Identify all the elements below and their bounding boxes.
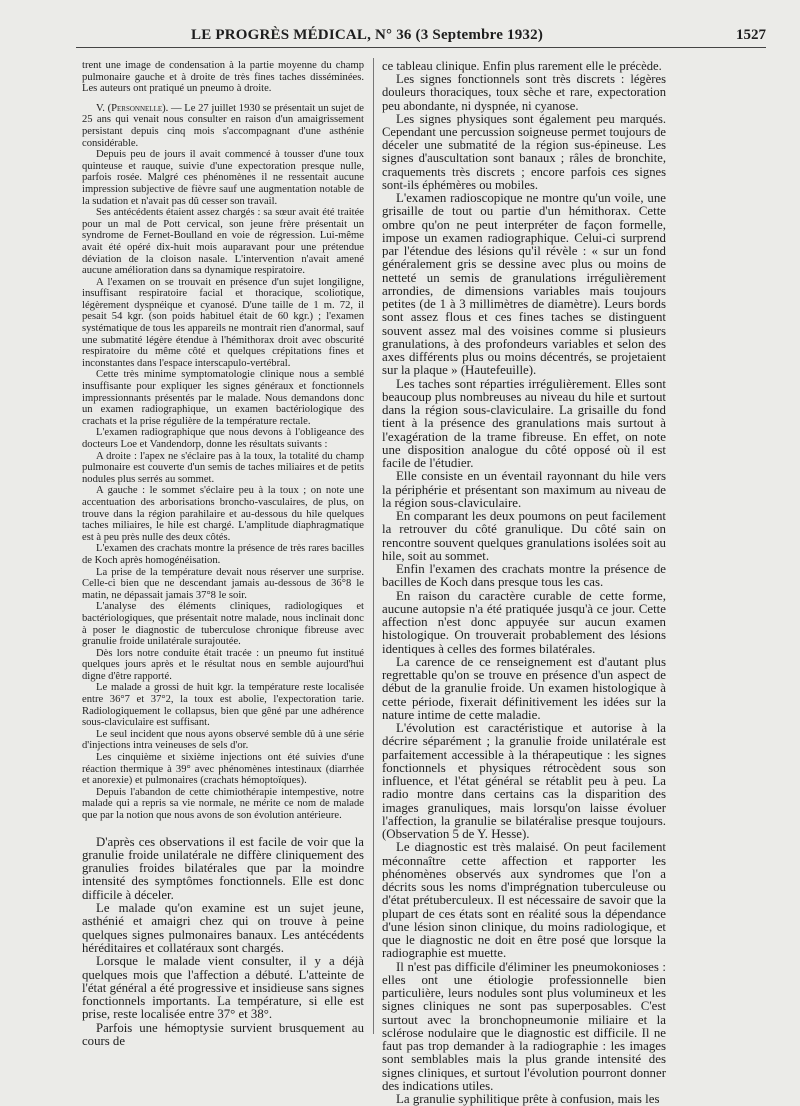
paragraph: Les cinquième et sixième injections ont été suivies d'une réaction thermique à 39° avec phénomènes intestinaux (diarrhée et anorexie) et pulmonaires (crachats hémoptoïques). bbox=[82, 752, 364, 787]
paragraph: Enfin l'examen des crachats montre la présence de bacilles de Koch dans presque tous les cas. bbox=[382, 562, 666, 590]
paragraph: L'analyse des éléments cliniques, radiologiques et bactériologiques, que présentait notre malade, nous inclinait donc à poser le diagnostic de tuberculose chronique fibreuse avec granulie froide unilatérale surajoutée. bbox=[82, 601, 364, 648]
paragraph: L'évolution est caractéristique et autorise à la décrire séparément ; la granulie froide unilatérale est parfaitement accessible à la thérapeutique : les signes fonctionnels et physiques rétrocèdent sous son influence, et l'état général se rétablit peu à peu. La radio montre dans certains cas la disparition des images granuliques, mais lorsqu'on laisse évoluer l'affection, la granulie se bilatéralise presque toujours. (Observation 5 de Y. Hesse). bbox=[382, 721, 666, 842]
paragraph: trent une image de condensation à la partie moyenne du champ pulmonaire gauche et à droite de très fines taches disséminées. Les auteurs ont pratiqué un pneumo à droite. bbox=[82, 60, 364, 95]
paragraph: A l'examen on se trouvait en présence d'un sujet longiligne, insuffisant respiratoire facial et thoracique, scoliotique, légèrement dyspnéique et cyanosé. D'une taille de 1 m. 72, il pesait 54 kgr. (son poids habituel était de 60 kgr.) ; l'examen systématique de tous les appareils ne montrait rien d'anormal, sauf une submatité légère étendue à l'hémithorax droit avec obscurité respiratoire du même côté et quelques crépitations fines et inconstantes dans l'espace interscapulo-vertébral. bbox=[82, 276, 364, 369]
paragraph: La granulie syphilitique prête à confusion, mais les bbox=[396, 1092, 660, 1106]
observation-paragraph bbox=[82, 103, 364, 149]
left-column bbox=[82, 60, 364, 1048]
paragraph: En raison du caractère curable de cette forme, aucune autopsie n'a été pratiquée jusqu'à ce jour. Cette affection n'est donc appuyée sur aucun examen histologique. On trouverait probablement des lésions identiques à celles des formes bilatérales. bbox=[382, 588, 666, 656]
paragraph: Parfois une hémoptysie survient brusquement au cours de bbox=[82, 1020, 364, 1049]
paragraph: D'après ces observations il est facile de voir que la granulie froide unilatérale ne diffère cliniquement des granulies froides bilatérales que par la moindre intensité des symptômes fonctionnels. Elle est donc difficile à déceler. bbox=[82, 834, 364, 902]
paragraph: L'examen radiographique que nous devons à l'obligeance des docteurs Loe et Vandendorp, donne les résultats suivants : bbox=[82, 427, 364, 450]
observation-text: — Le 27 juillet 1930 se présentait un sujet de 25 ans qui venait nous consulter en raison d'un amaigrissement persistant depuis cinq mois s'accompagnant d'une asthénie considérable. bbox=[82, 102, 364, 149]
paragraph: Les signes physiques sont également peu marqués. Cependant une percussion soigneuse permet toujours de déceler une submatité de la région sus-épineuse. Les signes d'auscultation sont banaux ; râles de bronchite, craquements très discrets ; encore parfois ces signes sont-ils éphémères ou mobiles. bbox=[382, 111, 666, 192]
paragraph: Depuis peu de jours il avait commencé à tousser d'une toux quinteuse et rauque, suivie d'une expectoration presque nulle, parfois rosée. Malgré ces phénomènes il ne ressentait aucune impression subjective de fièvre sauf une augmentation notable de la sudation et n'avait pas dû cesser son travail. bbox=[82, 149, 364, 207]
right-column bbox=[382, 60, 666, 1106]
paragraph: A gauche : le sommet s'éclaire peu à la toux ; on note une accentuation des arborisations broncho-vasculaires, de plus, on trouve dans la région parahilaire et au-dessous du hile quelques taches miliaires, le hile est chargé. L'amplitude diaphragmatique est à peu près nulle des deux côtés. bbox=[82, 485, 364, 543]
paragraph: A droite : l'apex ne s'éclaire pas à la toux, la totalité du champ pulmonaire est couverte d'un semis de taches miliaires et de petits nodules plus serrés au sommet. bbox=[82, 450, 364, 485]
paragraph: En comparant les deux poumons on peut facilement la retrouver du côté granulique. Du côté sain on rencontre souvent quelques granulations isolées soit au hile, soit au sommet. bbox=[382, 509, 666, 563]
paragraph: ce tableau clinique. Enfin plus rarement elle le précède. bbox=[382, 59, 662, 73]
paragraph: Les taches sont réparties irrégulièrement. Elles sont beaucoup plus nombreuses au niveau du hile et surtout dans la région sous-claviculaire. La grisaille du fond tient à la présence des granulations mais surtout à l'exagération de la trame fibreuse. En effet, on note une disposition analogue du côté opposé où il est facile de l'étudier. bbox=[382, 376, 666, 471]
paragraph: Le malade a grossi de huit kgr. la température reste localisée entre 36°7 et 37°2, la toux est abolie, l'expectoration tarie. Radiologiquement le collapsus, bien que gêné par une adhérence sous-claviculaire est suffisant. bbox=[82, 682, 364, 729]
paragraph: Dès lors notre conduite était tracée : un pneumo fut institué quelques jours après et le résultat nous en semble aujourd'hui digne d'être rapporté. bbox=[82, 647, 364, 682]
paragraph: Ses antécédents étaient assez chargés : sa sœur avait été traitée pour un mal de Pott cervical, son jeune frère présentait un syndrome de Fernet-Boulland en voie de régression. Lui-même avait été opéré dix-huit mois auparavant pour une prétendue déviation de la cloison nasale. L'intervention n'avait amené aucune amélioration dans sa dynamique respiratoire. bbox=[82, 207, 364, 277]
paragraph: La carence de ce renseignement est d'autant plus regrettable qu'on se trouve en présence d'un aspect de début de la granulie froide. Un examen histologique à cette période, fixerait définitivement les idées sur la nature intime de cette maladie. bbox=[382, 654, 666, 722]
paragraph: L'examen des crachats montre la présence de très rares bacilles de Koch après homogénéisation. bbox=[82, 543, 364, 566]
page-header bbox=[76, 22, 766, 44]
paragraph: Le malade qu'on examine est un sujet jeune, asthénié et amaigri chez qui on trouve à peine quelques signes pulmonaires banaux. Les antécédents héréditaires et collatéraux sont chargés. bbox=[82, 901, 364, 955]
paragraph: Le seul incident que nous ayons observé semble dû à une série d'injections intra veineuses de sels d'or. bbox=[82, 728, 364, 752]
header-rule bbox=[76, 47, 766, 48]
paragraph: Les signes fonctionnels sont très discrets : légères douleurs thoraciques, toux sèche et rare, expectoration peu abondante, ni dyspnée, ni cyanose. bbox=[382, 72, 666, 113]
paragraph: Elle consiste en un éventail rayonnant du hile vers la périphérie et présentant son maximum au niveau de la région sous-claviculaire. bbox=[382, 469, 666, 510]
observation-label: V. (Personnelle). bbox=[96, 102, 169, 114]
paragraph: L'examen radioscopique ne montre qu'un voile, une grisaille de tout ou partie d'un hémithorax. Cette ombre qu'on ne peut interpréter de façon formelle, impose un examen radiographique. Celui-ci surprend par l'étendue des lésions qu'il révèle : « sur un fond généralement gris se dessine avec plus ou moins de netteté un semis de granulations irrégulièrement arrondies, de dimensions variables mais toujours petites (de 1 à 3 millimètres de diamètre). Leurs bords sont assez flous et ces fines taches se distinguent souvent assez mal des voisines comme si plusieurs granulations, à des profondeurs variables et selon des axes différents plus ou moins décentrés, se projetaient sur la plaque » (Hautefeuille). bbox=[382, 191, 666, 378]
column-divider bbox=[373, 58, 374, 1034]
running-title: LE PROGRÈS MÉDICAL, N° 36 (3 Septembre 1932) bbox=[191, 27, 544, 43]
paragraph: Lorsque le malade vient consulter, il y a déjà quelques mois que l'affection a débuté. L'atteinte de l'état général a été progressive et insidieuse sans signes fonctionnels importants. La température, si elle est prise, reste localisée entre 37° et 38°. bbox=[82, 954, 364, 1022]
paragraph: Cette très minime symptomatologie clinique nous a semblé insuffisante pour expliquer les signes généraux et fonctionnels impressionnants présentés par le malade. Nous demandons donc un examen radiographique, un examen bactériologique des crachats et la prise régulière de la température rectale. bbox=[82, 369, 364, 427]
paragraph: Depuis l'abandon de cette chimiothérapie intempestive, notre malade qui a repris sa vie normale, ne mérite ce nom de malade que par la notion que nous avons de son évolution antérieure. bbox=[82, 786, 364, 821]
paragraph: Le diagnostic est très malaisé. On peut facilement méconnaître cette affection et rapporter les phénomènes observés aux syndromes que l'on a décrits sous les noms d'imprégnation tuberculeuse ou d'état prétuberculeux. Il est nécessaire de savoir que la plupart de ces états sont en réalité sous la dépendance d'une lésion sinon clinique, du moins radiologique, et que le diagnostic ne doit en être posé que lorsque la radiographie est muette. bbox=[382, 840, 666, 961]
page-number: 1527 bbox=[736, 27, 766, 43]
paragraph: La prise de la température devait nous réserver une surprise. Celle-ci bien que ne descendant jamais au-dessous de 36°8 le matin, ne dépassait jamais 37°8 le soir. bbox=[82, 566, 364, 601]
paragraph: Il n'est pas difficile d'éliminer les pneumokonioses : elles ont une étiologie professionnelle bien particulière, leurs nodules sont plus volumineux et les signes cliniques ne sont pas superposables. C'est surtout avec la bronchopneumonie miliaire et la sclérose nodulaire que le diagnostic est difficile. Il ne faut pas trop demander à la radiographie : les images sont semblables mais la plus grande intensité des signes cliniques, et surtout l'évolution pourront donner des indications utiles. bbox=[382, 959, 666, 1093]
